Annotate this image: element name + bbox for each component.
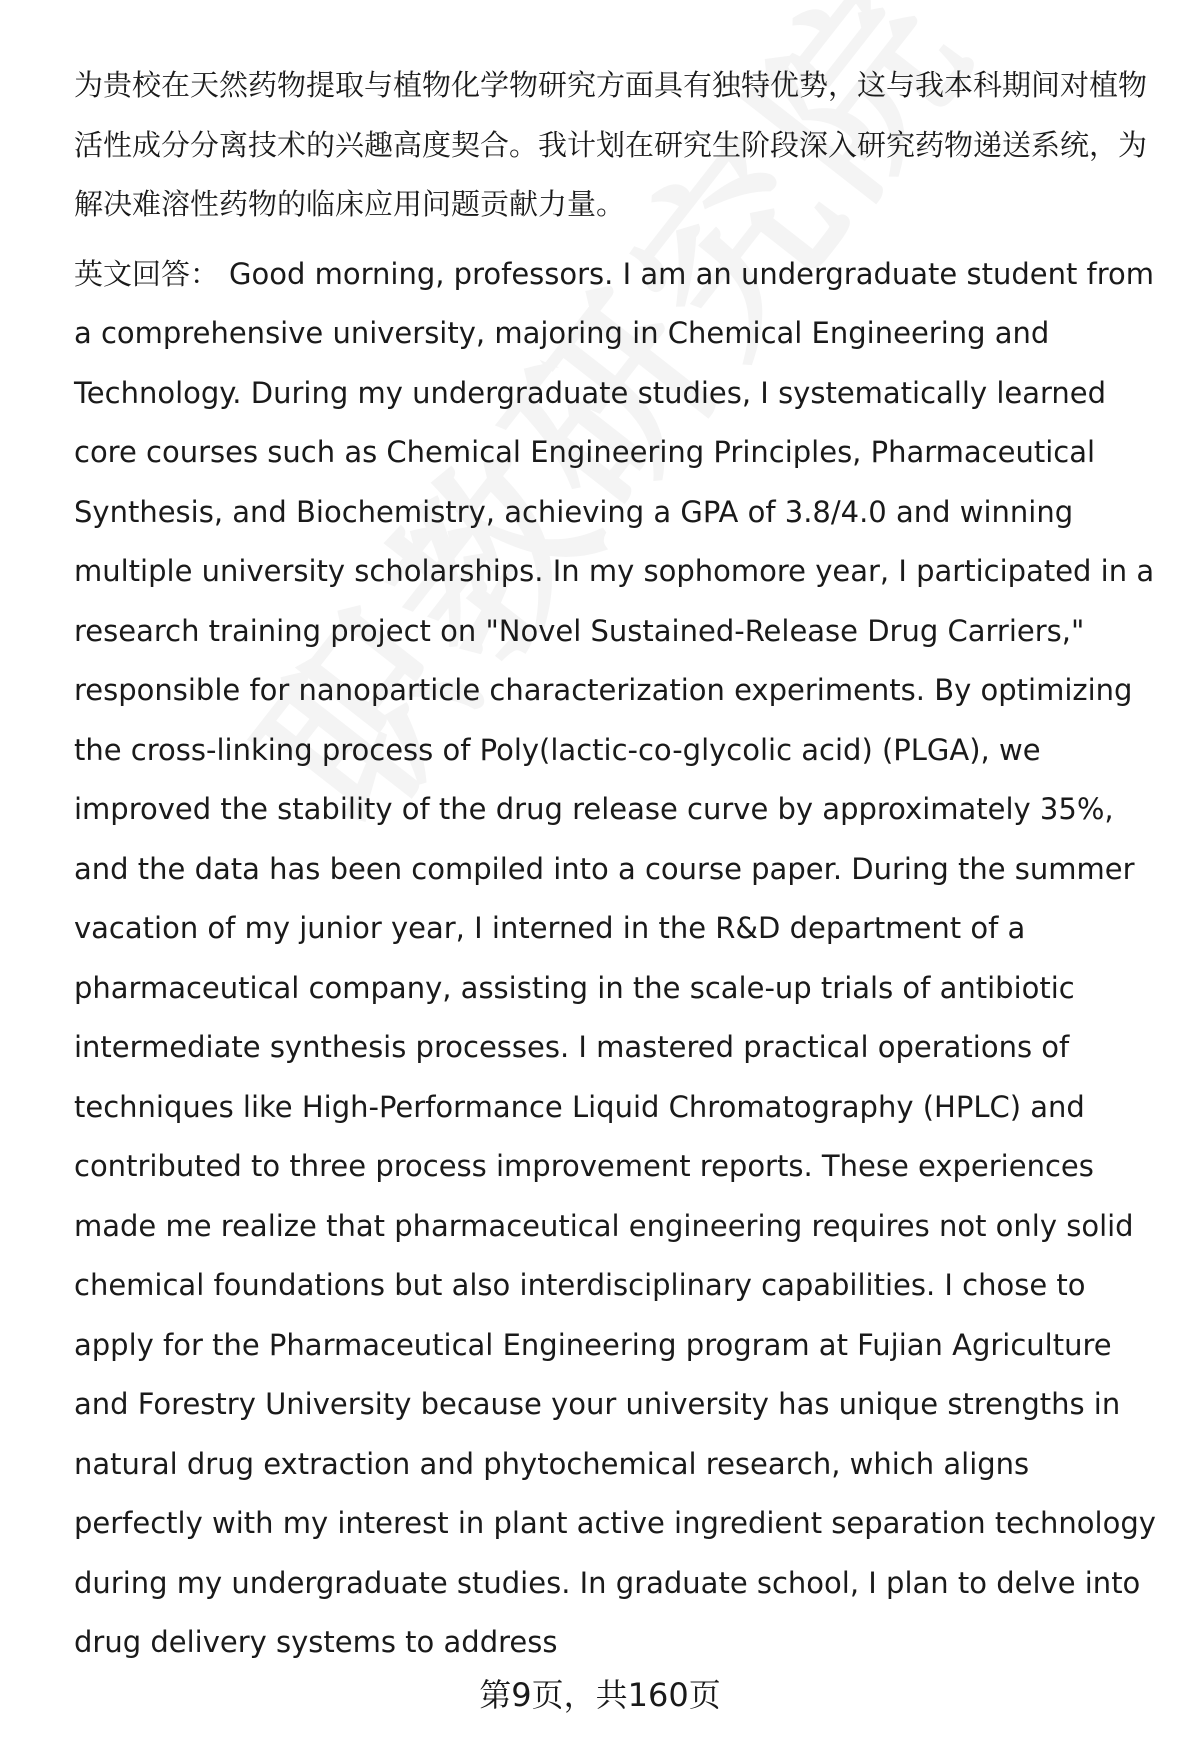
english-answer-label: 英文回答： <box>74 256 220 291</box>
chinese-answer-paragraph: 为贵校在天然药物提取与植物化学物研究方面具有独特优势，这与我本科期间对植物活性成分分离技术的兴趣高度契合。我计划在研究生阶段深入研究药物递送系统，为解决难溶性药物的临床应用问题贡献力量。 <box>74 68 1148 221</box>
page-content <box>74 56 1164 1673</box>
page-number: 第9页，共160页 <box>479 1676 721 1714</box>
english-answer-paragraph <box>74 245 1164 1673</box>
english-answer-text: Good morning, professors. I am an undergraduate student from a comprehensive university, majoring in Chemical Engineering and Technology. During my undergraduate studies, I systematically learned core courses such as Chemical Engineering Principles, Pharmaceutical Synthesis, and Biochemistry, achieving a GPA of 3.8/4.0 and winning multiple university scholarships. In my sophomore year, I participated in a research training project on "Novel Sustained-Release Drug Carriers," responsible for nanoparticle characterization experiments. By optimizing the cross-linking process of Poly(lactic-co-glycolic acid) (PLGA), we improved the stability of the drug release curve by approximately 35%, and the data has been compiled into a course paper. During the summer vacation of my junior year, I interned in the R&D department of a pharmaceutical company, assisting in the scale-up trials of antibiotic intermediate synthesis processes. I mastered practical operations of techniques like High-Performance Liquid Chromatography (HPLC) and contributed to three process improvement reports. These experiences made me realize that pharmaceutical engineering requires not only solid chemical foundations but also interdisciplinary capabilities. I chose to apply for the Pharmaceutical Engineering program at Fujian Agriculture and Forestry University because your university has unique strengths in natural drug extraction and phytochemical research, which aligns perfectly with my interest in plant active ingredient separation technology during my undergraduate studies. In graduate school, I plan to delve into drug delivery systems to address <box>74 256 1156 1659</box>
